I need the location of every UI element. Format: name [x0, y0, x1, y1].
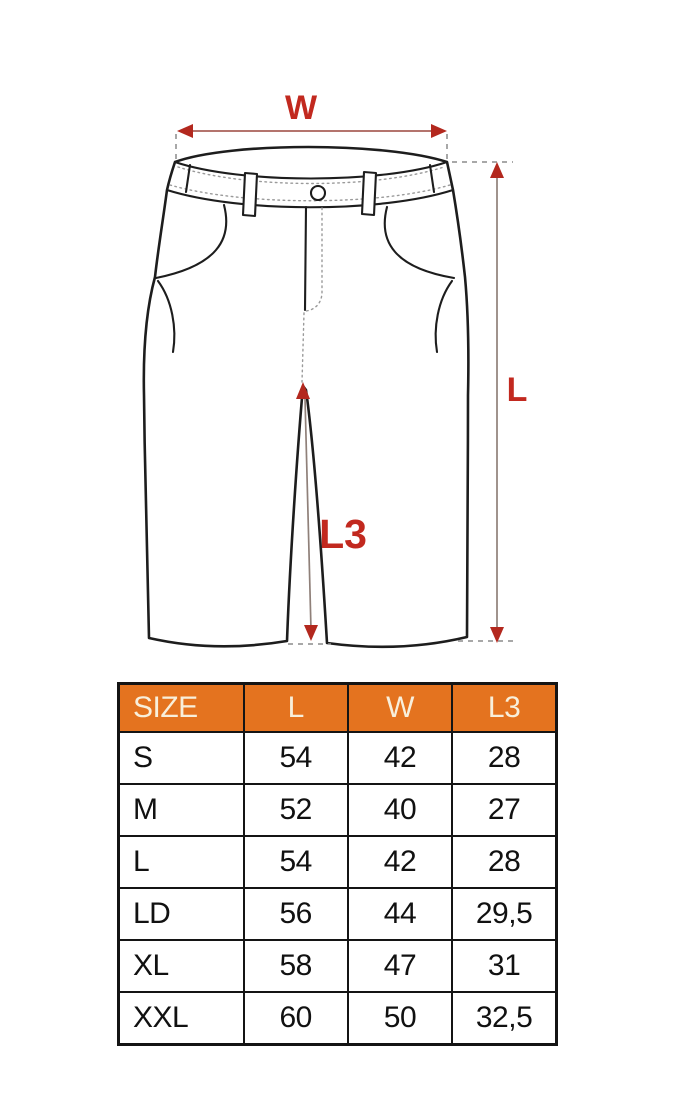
- table-row-s: [119, 732, 557, 784]
- inseam-label: L3: [319, 511, 367, 557]
- l-cell: 58: [244, 940, 348, 992]
- l3-cell: 29,5: [452, 888, 556, 940]
- w-cell: 42: [348, 836, 452, 888]
- w-arrowhead-left: [177, 124, 193, 138]
- l-cell: 60: [244, 992, 348, 1045]
- size-chart-table: [117, 682, 558, 1046]
- header-w: W: [348, 684, 452, 733]
- l3-cell: 28: [452, 836, 556, 888]
- size-cell: S: [119, 732, 244, 784]
- button-icon: [311, 186, 325, 200]
- table-row-l: [119, 836, 557, 888]
- belt-loop-right: [362, 172, 376, 215]
- l3-cell: 28: [452, 732, 556, 784]
- w-cell: 40: [348, 784, 452, 836]
- width-label: W: [284, 89, 318, 127]
- l-cell: 54: [244, 836, 348, 888]
- table-header-row: [119, 684, 557, 733]
- l-arrowhead-top: [490, 162, 504, 178]
- l-cell: 52: [244, 784, 348, 836]
- table-row-xl: [119, 940, 557, 992]
- header-l3: L3: [452, 684, 556, 733]
- w-cell: 44: [348, 888, 452, 940]
- table-row-ld: [119, 888, 557, 940]
- w-cell: 50: [348, 992, 452, 1045]
- length-label: L: [506, 371, 528, 409]
- belt-loop-left: [243, 173, 257, 216]
- l3-cell: 31: [452, 940, 556, 992]
- w-cell: 47: [348, 940, 452, 992]
- l3-arrowhead-bottom: [304, 625, 318, 641]
- l3-cell: 27: [452, 784, 556, 836]
- header-size: SIZE: [119, 684, 244, 733]
- l-cell: 54: [244, 732, 348, 784]
- w-arrowhead-right: [431, 124, 447, 138]
- l3-cell: 32,5: [452, 992, 556, 1045]
- size-cell: LD: [119, 888, 244, 940]
- size-cell: XXL: [119, 992, 244, 1045]
- l-cell: 56: [244, 888, 348, 940]
- table-row-m: [119, 784, 557, 836]
- w-cell: 42: [348, 732, 452, 784]
- header-l: L: [244, 684, 348, 733]
- fly-edge: [305, 207, 306, 310]
- table-row-xxl: [119, 992, 557, 1045]
- size-cell: M: [119, 784, 244, 836]
- size-cell: XL: [119, 940, 244, 992]
- size-cell: L: [119, 836, 244, 888]
